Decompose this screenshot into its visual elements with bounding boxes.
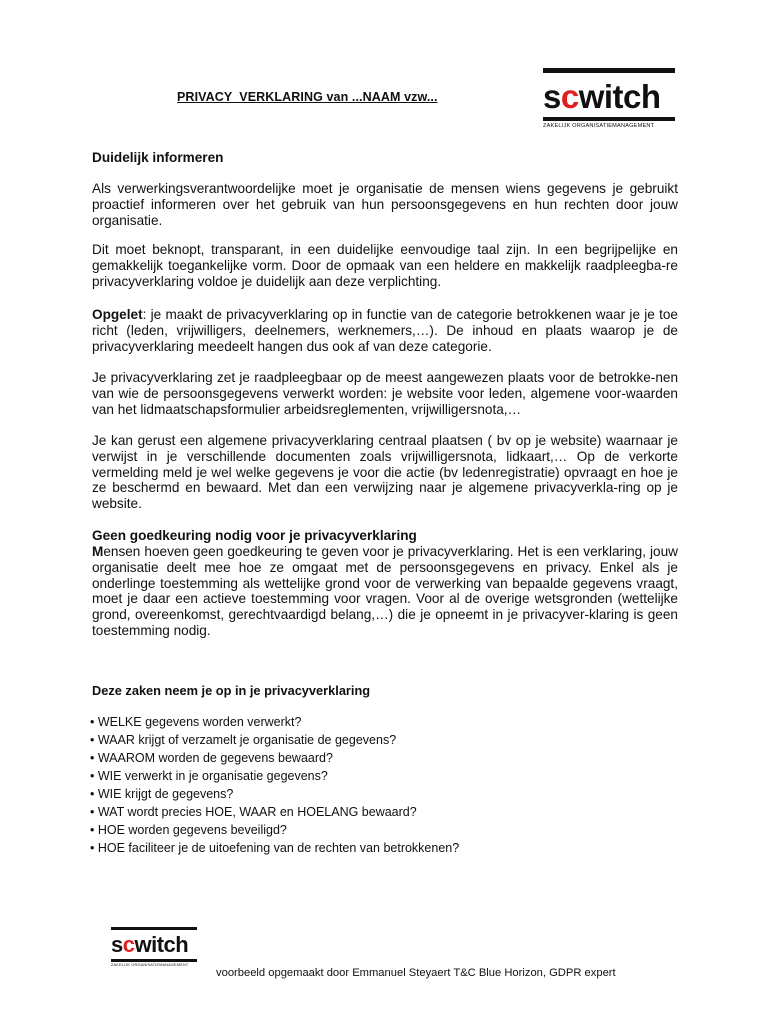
- logo-rule: [111, 959, 197, 962]
- section-heading-zaken: Deze zaken neem je op in je privacyverklaring: [92, 683, 371, 698]
- list-item: • HOE faciliteer je de uitoefening van de rechten van betrokkenen?: [90, 841, 460, 855]
- logo-rule: [543, 117, 675, 121]
- logo-top-bar: [111, 927, 197, 930]
- scwitch-logo: [543, 68, 675, 130]
- section-heading-goedkeuring: Geen goedkeuring nodig voor je privacyverklaring: [92, 528, 417, 543]
- section-heading-informeren: Duidelijk informeren: [92, 150, 224, 165]
- list-item: • WAAR krijgt of verzamelt je organisatie de gegevens?: [90, 733, 397, 747]
- paragraph-4: Je privacyverklaring zet je raadpleegbaar op de meest aangewezen plaats voor de betrokke-nen van wie de persoonsgegevens verwerkt worden: je website voor leden, algemene voor-waarden van het lidmaatschapsformulier arbeidsreglementen, vrijwilligersnota,…: [92, 370, 678, 417]
- list-item: • WIE krijgt de gegevens?: [90, 787, 234, 801]
- logo-wordmark: scwitch: [543, 78, 661, 115]
- list-item: • WELKE gegevens worden verwerkt?: [90, 715, 302, 729]
- checklist: [90, 713, 459, 857]
- list-item: • WAT wordt precies HOE, WAAR en HOELANG bewaard?: [90, 805, 417, 819]
- logo-tagline: ZAKELIJK ORGANISATIEMANAGEMENT: [111, 963, 189, 967]
- paragraph-2: Dit moet beknopt, transparant, in een duidelijke eenvoudige taal zijn. In een begrijpelijke en gemakkelijk toegankelijke vorm. Door de opmaak van een heldere en makkelijk raadpleegba-re privacyverklaring voldoe je duidelijk aan deze verplichting.: [92, 242, 678, 289]
- list-item: • WAAROM worden de gegevens bewaard?: [90, 751, 333, 765]
- footer-credit: voorbeeld opgemaakt door Emmanuel Steyaert T&C Blue Horizon, GDPR expert: [216, 967, 616, 979]
- paragraph-3-text: : je maakt de privacyverklaring op in functie van de categorie betrokkenen waar je je toe richt (leden, vrijwilligers, deelnemers, werknemers,…). De inhoud en plaats waarop je de privacyverklaring meedeelt hangen dus ook af van deze categorie.: [92, 307, 678, 354]
- paragraph-6-text: ensen hoeven geen goedkeuring te geven voor je privacyverklaring. Het is een verklaring, jouw organisatie deelt mee hoe ze omgaat met de persoonsgegevens en privacy. Enkel als je onderlinge toestemming als wettelijke grond voor de verwerking van bepaalde gegevens vraagt, moet je daar een actieve toestemming voor vragen. Voor al de overige wetsgronden (wettelijke grond, overeenkomst, gerechtvaardigd belang,…) die je opneemt in je privacyver-klaring is geen toestemming nodig.: [92, 544, 678, 638]
- paragraph-1: Als verwerkingsverantwoordelijke moet je organisatie de mensen wiens gegevens je gebruikt proactief informeren over het gebruik van hun persoonsgegevens en hun rechten door jouw organisatie.: [92, 181, 678, 228]
- list-item: • HOE worden gegevens beveiligd?: [90, 823, 287, 837]
- paragraph-6: [92, 544, 678, 639]
- page-title: PRIVACY VERKLARING van ...NAAM vzw...: [177, 90, 438, 104]
- paragraph-3: [92, 307, 678, 354]
- paragraph-6-initial: M: [92, 544, 104, 559]
- logo-top-bar: [543, 68, 675, 73]
- paragraph-5: Je kan gerust een algemene privacyverklaring centraal plaatsen ( bv op je website) waarnaar je verwijst in je verschillende documenten zoals vrijwilligersnota, lidkaart,… Op de verkorte vermelding meld je wel welke gegevens je voor die actie (bv ledenregistratie) opvraagt en hoe je ze beschermd en bewaard. Met dan een verwijzing naar je algemene privacyverkla-ring op je website.: [92, 433, 678, 512]
- logo-wordmark: scwitch: [111, 932, 189, 957]
- list-item: • WIE verwerkt in je organisatie gegevens?: [90, 769, 328, 783]
- opgelet-label: Opgelet: [92, 307, 143, 322]
- scwitch-logo-footer: [111, 927, 197, 971]
- logo-tagline: ZAKELIJK ORGANISATIEMANAGEMENT: [543, 123, 655, 129]
